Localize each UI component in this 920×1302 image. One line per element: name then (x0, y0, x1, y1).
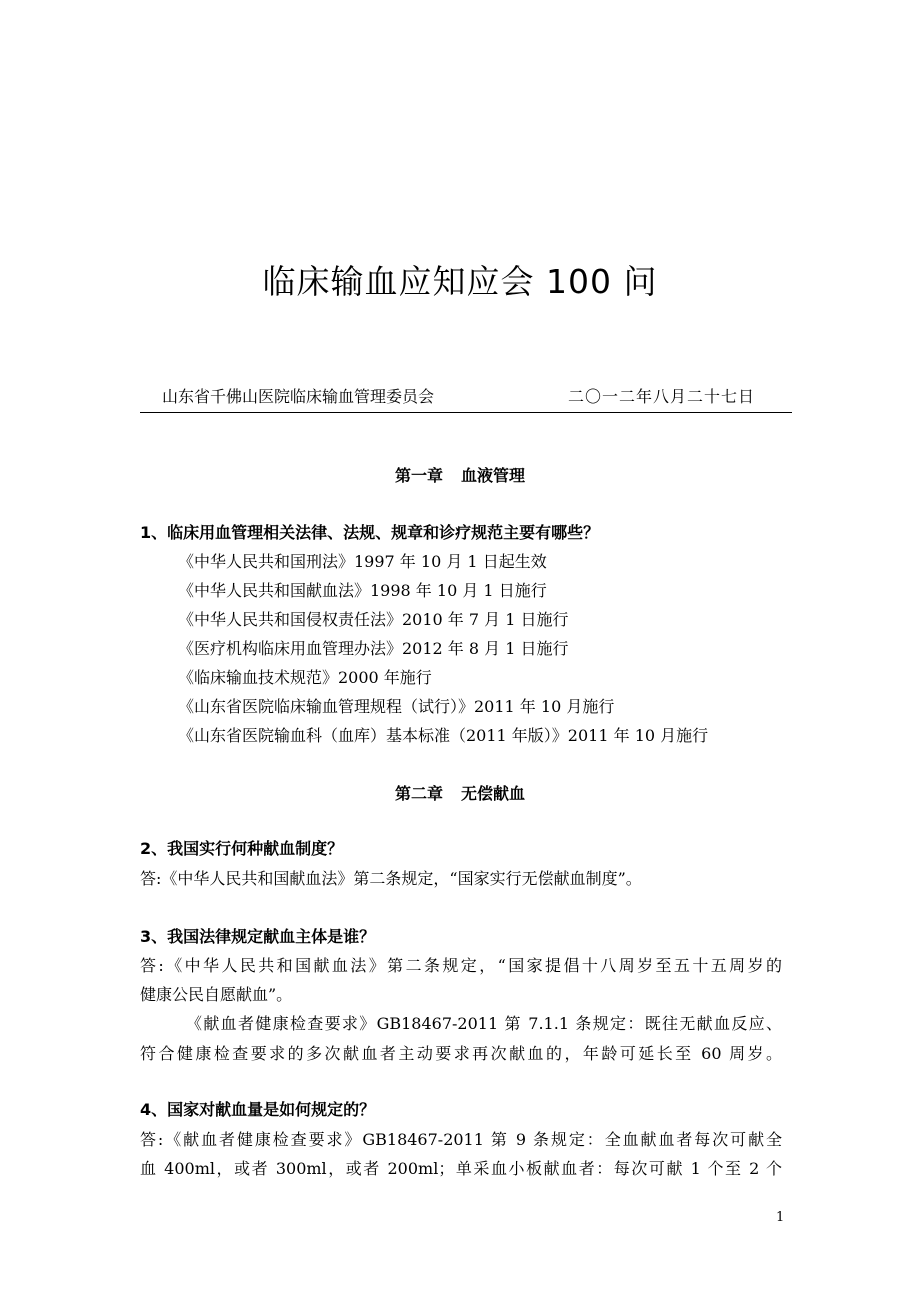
law-item: 《山东省医院临床输血管理规程（试行）》2011 年 10 月施行 (178, 697, 615, 716)
question-4: 4、国家对献血量是如何规定的？ (140, 1100, 376, 1119)
chapter-number: 第二章 (394, 784, 443, 803)
chapter-number: 第一章 (394, 466, 443, 485)
answer-text: 答:《献血者健康检查要求》GB18467-2011 第 9 条规定：全血献血者每次可献全 (140, 1130, 782, 1149)
law-item: 《医疗机构临床用血管理办法》2012 年 8 月 1 日施行 (178, 639, 569, 658)
question-3: 3、我国法律规定献血主体是谁？ (140, 927, 376, 946)
answer-text: 血 400ml，或者 300ml，或者 200ml；单采血小板献血者：每次可献 1 个至 2 个 (140, 1159, 782, 1178)
document-title: 临床输血应知应会 100 问 (262, 262, 658, 301)
organization-name: 山东省千佛山医院临床输血管理委员会 (162, 387, 435, 406)
page-number: 1 (776, 1210, 785, 1225)
answer-text: 符合健康检查要求的多次献血者主动要求再次献血的，年龄可延长至 60 周岁。 (140, 1044, 782, 1063)
document-date: 二〇一二年八月二十七日 (568, 387, 756, 406)
law-item: 《中华人民共和国献血法》1998 年 10 月 1 日施行 (178, 581, 547, 600)
law-item: 《山东省医院输血科（血库）基本标准（2011 年版）》2011 年 10 月施行 (178, 726, 709, 745)
question-2: 2、我国实行何种献血制度？ (140, 839, 344, 858)
chapter-name: 无偿献血 (461, 784, 526, 803)
question-1: 1、临床用血管理相关法律、法规、规章和诊疗规范主要有哪些？ (140, 523, 600, 542)
law-item: 《临床输血技术规范》2000 年施行 (178, 668, 432, 687)
document-header-meta (140, 384, 792, 413)
answer-text: 答:《中华人民共和国献血法》第二条规定，“国家提倡十八周岁至五十五周岁的 (140, 956, 782, 975)
chapter-heading-2 (0, 781, 920, 804)
law-item: 《中华人民共和国侵权责任法》2010 年 7 月 1 日施行 (178, 610, 569, 629)
law-item: 《中华人民共和国刑法》1997 年 10 月 1 日起生效 (178, 552, 547, 571)
chapter-name: 血液管理 (461, 466, 526, 485)
answer-text: 答:《中华人民共和国献血法》第二条规定，“国家实行无偿献血制度”。 (140, 869, 642, 888)
answer-text: 《献血者健康检查要求》GB18467-2011 第 7.1.1 条规定：既往无献血反应、 (186, 1014, 782, 1033)
chapter-heading-1 (0, 463, 920, 486)
answer-text: 健康公民自愿献血”。 (140, 985, 293, 1004)
